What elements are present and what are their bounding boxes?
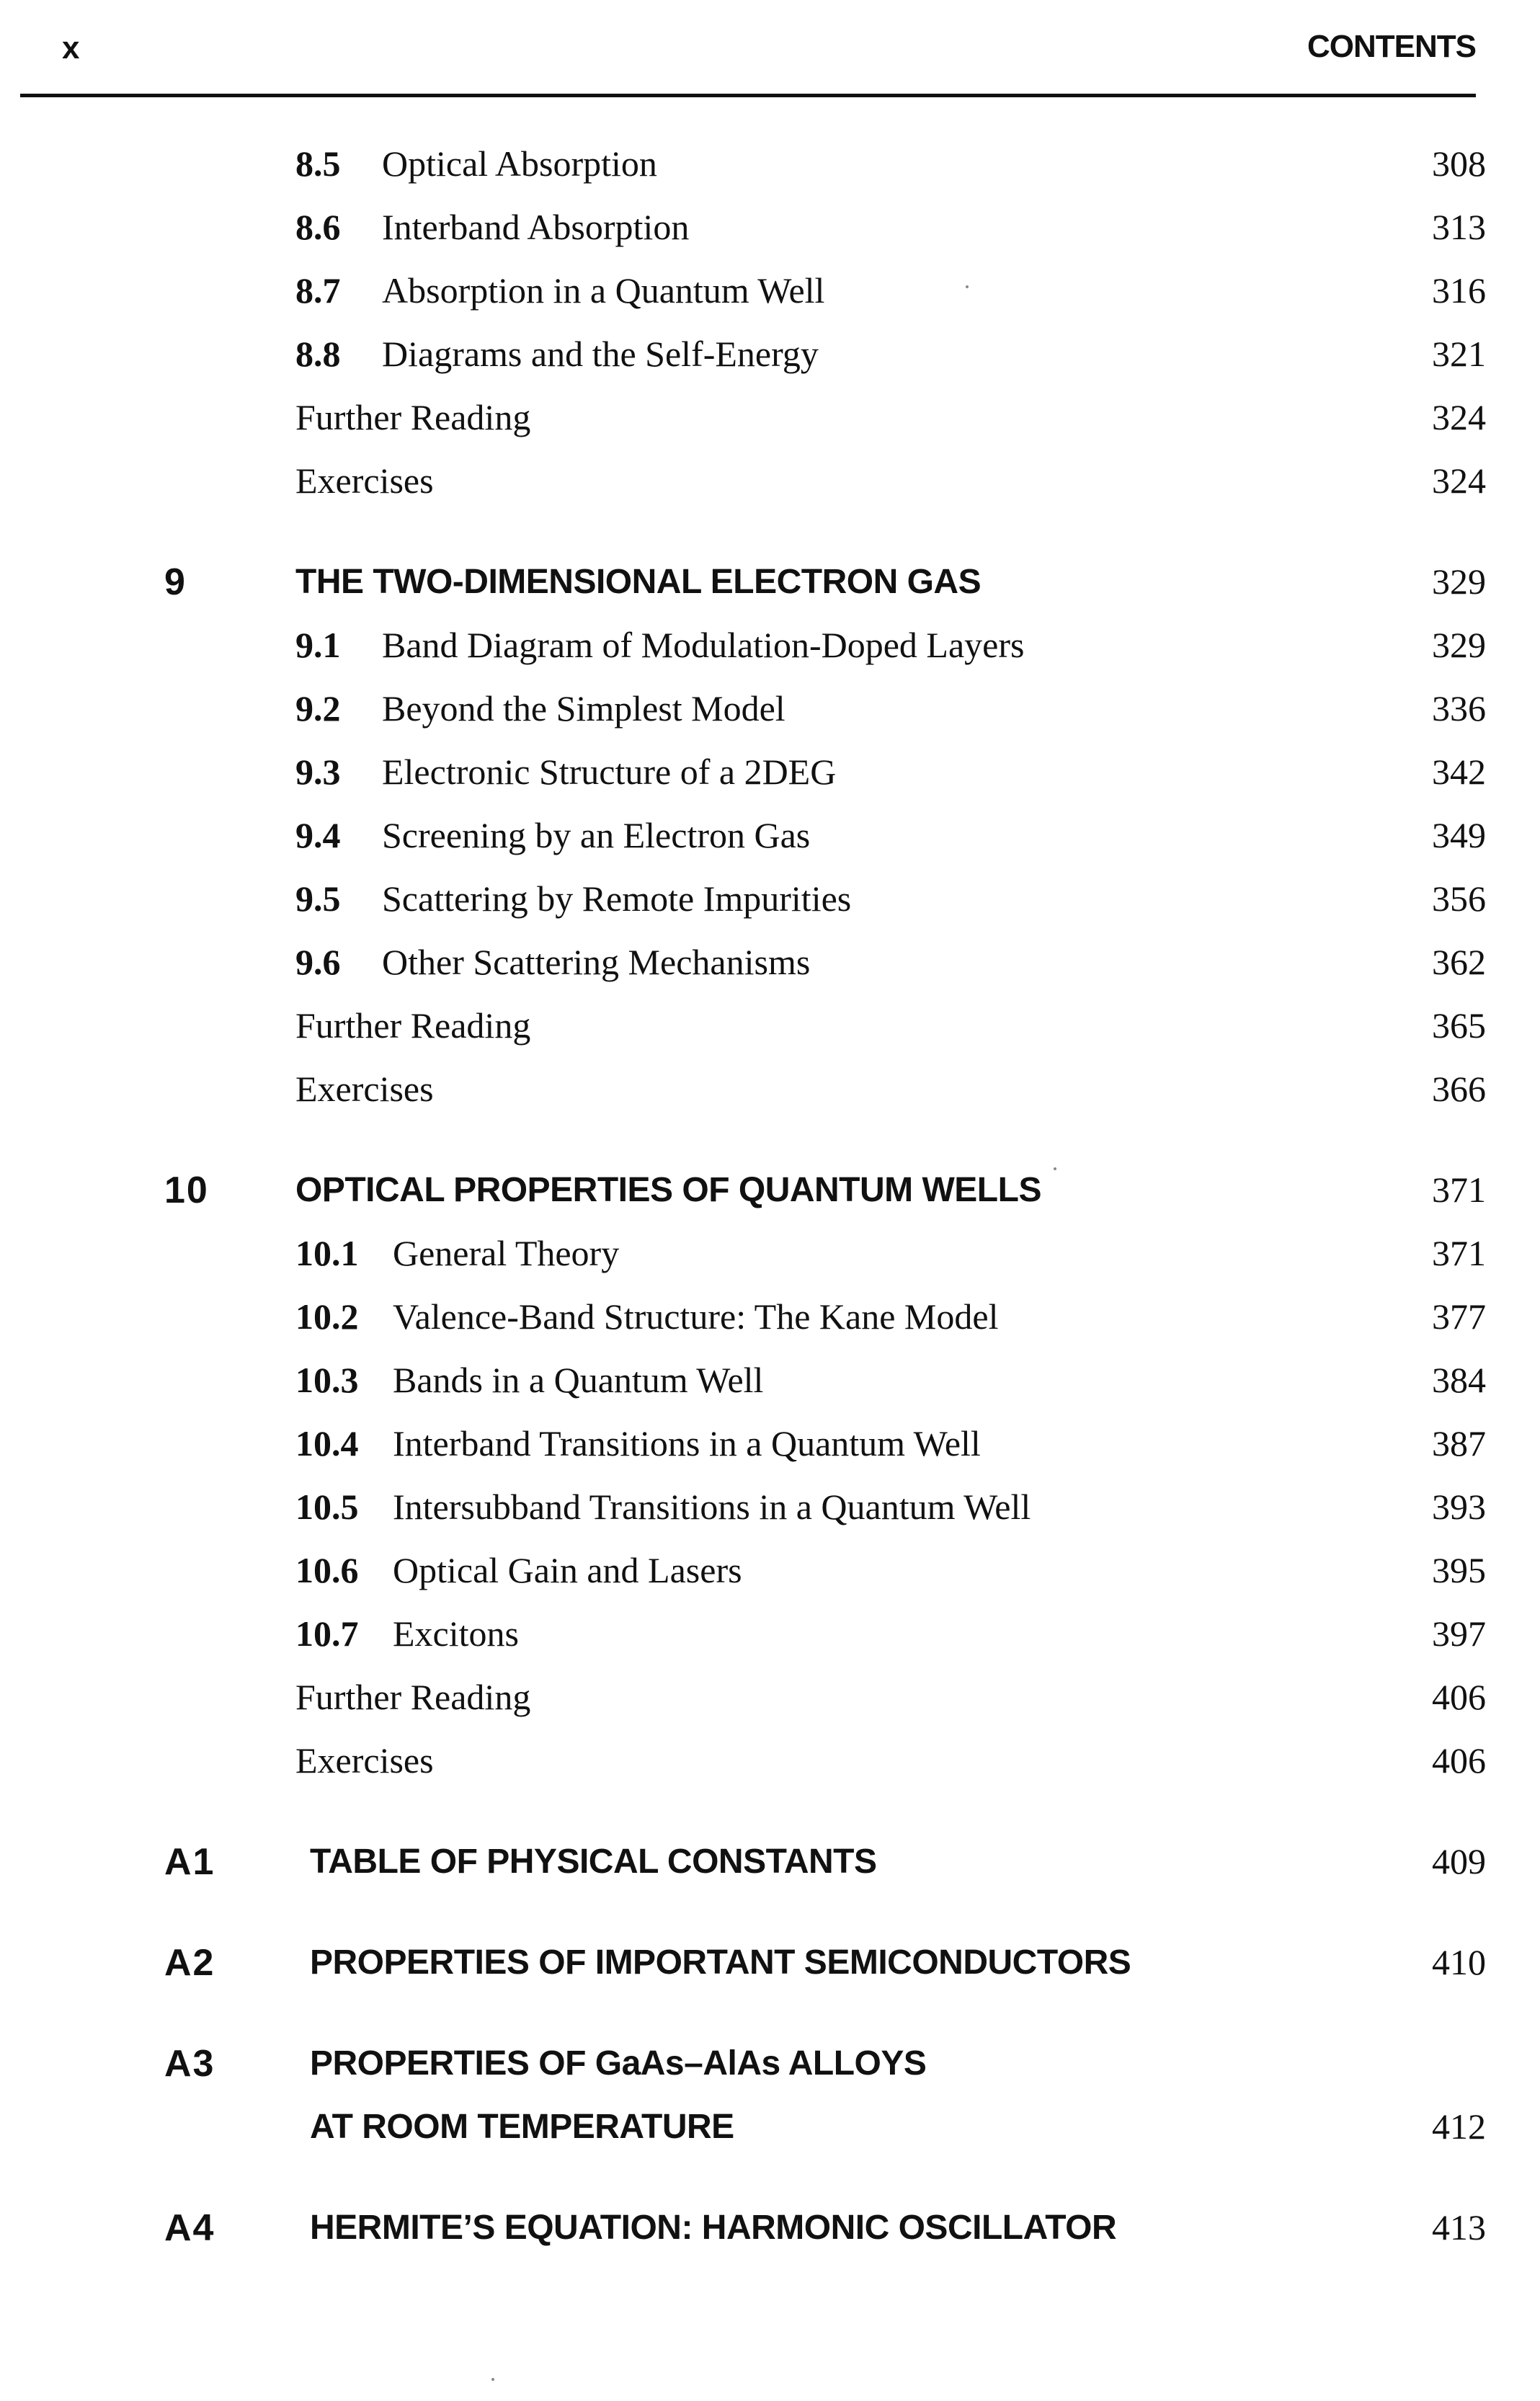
- section-number: 8.8: [295, 334, 341, 374]
- section-title: Interband Absorption: [382, 207, 690, 247]
- toc-entry-9-exercises[interactable]: [0, 1062, 1540, 1126]
- section-number: 10.2: [295, 1296, 359, 1337]
- toc-appendix-a1[interactable]: [0, 1835, 1540, 1898]
- section-title: Absorption in a Quantum Well: [382, 270, 825, 311]
- section-number: 9.3: [295, 752, 341, 792]
- spacer: [0, 1999, 1540, 2036]
- scan-speck: [1054, 1167, 1056, 1170]
- toc-entry-8-7[interactable]: [0, 264, 1540, 327]
- toc-appendix-a3[interactable]: [0, 2036, 1540, 2163]
- toc-entry-8-further-reading[interactable]: [0, 391, 1540, 454]
- page-number: 356: [1432, 878, 1486, 919]
- section-number: 9.5: [295, 878, 341, 919]
- appendix-title: PROPERTIES OF IMPORTANT SEMICONDUCTORS: [310, 1943, 1131, 1982]
- toc-entry-10-exercises[interactable]: [0, 1734, 1540, 1797]
- scan-speck: [491, 2378, 494, 2381]
- page-number: 387: [1432, 1423, 1486, 1464]
- toc-appendix-a4[interactable]: [0, 2201, 1540, 2264]
- section-number: 8.5: [295, 143, 341, 184]
- spacer: [0, 517, 1540, 555]
- appendix-title: PROPERTIES OF GaAs–AlAs ALLOYS: [310, 2044, 927, 2082]
- appendix-title: HERMITE’S EQUATION: HARMONIC OSCILLATOR: [310, 2209, 1117, 2247]
- spacer: [0, 2163, 1540, 2201]
- page-number: 329: [1432, 625, 1486, 665]
- toc-entry-10-2[interactable]: [0, 1290, 1540, 1353]
- page-number: 412: [1432, 2106, 1486, 2147]
- section-title: General Theory: [393, 1233, 620, 1273]
- chapter-number: 10: [164, 1170, 209, 1211]
- toc-entry-9-4[interactable]: [0, 808, 1540, 872]
- appendix-title-line-2: AT ROOM TEMPERATURE: [310, 2108, 734, 2146]
- chapter-8-entries: [0, 137, 1540, 517]
- running-head: [20, 29, 1476, 97]
- section-title: Excitons: [393, 1613, 519, 1654]
- appendix-number: A2: [164, 1942, 215, 1984]
- further-reading-title: Further Reading: [295, 397, 531, 437]
- appendix-number: A1: [164, 1841, 215, 1883]
- appendix-number: A3: [164, 2043, 215, 2085]
- toc-entry-10-further-reading[interactable]: [0, 1670, 1540, 1734]
- further-reading-title: Further Reading: [295, 1005, 531, 1046]
- chapter-title: THE TWO-DIMENSIONAL ELECTRON GAS: [295, 563, 982, 601]
- section-title: Electronic Structure of a 2DEG: [382, 752, 837, 792]
- toc-entry-9-further-reading[interactable]: [0, 999, 1540, 1062]
- page-number: 362: [1432, 942, 1486, 982]
- section-title: Band Diagram of Modulation-Doped Layers: [382, 625, 1025, 665]
- section-title: Optical Gain and Lasers: [393, 1550, 742, 1590]
- chapter-9-entries: [0, 555, 1540, 1126]
- page-number: 377: [1432, 1296, 1486, 1337]
- toc-entry-10-1[interactable]: [0, 1226, 1540, 1290]
- page-number: 349: [1432, 815, 1486, 855]
- toc-entry-10-3[interactable]: [0, 1353, 1540, 1417]
- toc-chapter-10[interactable]: [0, 1163, 1540, 1226]
- page-number: 342: [1432, 752, 1486, 792]
- toc-entry-9-2[interactable]: [0, 682, 1540, 745]
- section-title: Other Scattering Mechanisms: [382, 942, 811, 982]
- spacer: [0, 1126, 1540, 1163]
- toc-entry-8-exercises[interactable]: [0, 454, 1540, 517]
- appendix-title: TABLE OF PHYSICAL CONSTANTS: [310, 1843, 877, 1881]
- chapter-title: OPTICAL PROPERTIES OF QUANTUM WELLS: [295, 1171, 1041, 1209]
- exercises-title: Exercises: [295, 1069, 434, 1109]
- section-number: 8.7: [295, 270, 341, 311]
- appendix-number: A4: [164, 2207, 215, 2249]
- toc-entry-9-5[interactable]: [0, 872, 1540, 935]
- section-title: Beyond the Simplest Model: [382, 688, 785, 729]
- section-number: 8.6: [295, 207, 341, 247]
- running-title: CONTENTS: [1307, 29, 1476, 64]
- page-number: 365: [1432, 1005, 1486, 1046]
- section-title: Valence-Band Structure: The Kane Model: [393, 1296, 999, 1337]
- section-number: 10.5: [295, 1487, 359, 1527]
- page-number: 406: [1432, 1677, 1486, 1717]
- page-number: 366: [1432, 1069, 1486, 1109]
- toc-entry-10-5[interactable]: [0, 1480, 1540, 1544]
- toc-entry-10-7[interactable]: [0, 1607, 1540, 1670]
- section-number: 10.3: [295, 1360, 359, 1400]
- section-title: Optical Absorption: [382, 143, 657, 184]
- section-title: Scattering by Remote Impurities: [382, 878, 852, 919]
- page-number: 316: [1432, 270, 1486, 311]
- section-number: 10.7: [295, 1613, 359, 1654]
- page-number: 393: [1432, 1487, 1486, 1527]
- page-number: 321: [1432, 334, 1486, 374]
- toc-entry-9-6[interactable]: [0, 935, 1540, 999]
- spacer: [0, 1898, 1540, 1936]
- spacer: [0, 1797, 1540, 1835]
- page-number: 371: [1432, 1170, 1486, 1210]
- section-number: 10.6: [295, 1550, 359, 1590]
- toc-entry-8-8[interactable]: [0, 327, 1540, 391]
- page-number: 308: [1432, 143, 1486, 184]
- toc-entry-9-3[interactable]: [0, 745, 1540, 808]
- page-folio: x: [62, 30, 80, 66]
- section-title: Screening by an Electron Gas: [382, 815, 811, 855]
- section-number: 10.1: [295, 1233, 359, 1273]
- section-number: 9.4: [295, 815, 341, 855]
- section-title: Interband Transitions in a Quantum Well: [393, 1423, 981, 1464]
- toc-entry-9-1[interactable]: [0, 618, 1540, 682]
- page-number: 329: [1432, 561, 1486, 602]
- toc-appendix-a2[interactable]: [0, 1936, 1540, 1999]
- section-title: Diagrams and the Self-Energy: [382, 334, 819, 374]
- page-number: 397: [1432, 1613, 1486, 1654]
- page-number: 371: [1432, 1233, 1486, 1273]
- page-number: 384: [1432, 1360, 1486, 1400]
- page-number: 324: [1432, 397, 1486, 437]
- section-title: Bands in a Quantum Well: [393, 1360, 764, 1400]
- page-number: 410: [1432, 1942, 1486, 1982]
- page-number: 395: [1432, 1550, 1486, 1590]
- chapter-number: 9: [164, 561, 187, 603]
- section-number: 10.4: [295, 1423, 359, 1464]
- toc-entry-8-6[interactable]: [0, 200, 1540, 264]
- page-number: 406: [1432, 1740, 1486, 1781]
- exercises-title: Exercises: [295, 460, 434, 501]
- section-number: 9.1: [295, 625, 341, 665]
- toc-entry-8-5[interactable]: [0, 137, 1540, 200]
- page-number: 313: [1432, 207, 1486, 247]
- section-title: Intersubband Transitions in a Quantum Well: [393, 1487, 1031, 1527]
- further-reading-title: Further Reading: [295, 1677, 531, 1717]
- page-number: 336: [1432, 688, 1486, 729]
- toc-entry-10-4[interactable]: [0, 1417, 1540, 1480]
- toc-chapter-9[interactable]: [0, 555, 1540, 618]
- page-number: 413: [1432, 2207, 1486, 2248]
- table-of-contents: [0, 137, 1540, 2264]
- section-number: 9.6: [295, 942, 341, 982]
- chapter-10-entries: [0, 1163, 1540, 1797]
- page-number: 409: [1432, 1841, 1486, 1881]
- toc-entry-10-6[interactable]: [0, 1544, 1540, 1607]
- exercises-title: Exercises: [295, 1740, 434, 1781]
- section-number: 9.2: [295, 688, 341, 729]
- page-number: 324: [1432, 460, 1486, 501]
- scan-speck: [966, 285, 969, 288]
